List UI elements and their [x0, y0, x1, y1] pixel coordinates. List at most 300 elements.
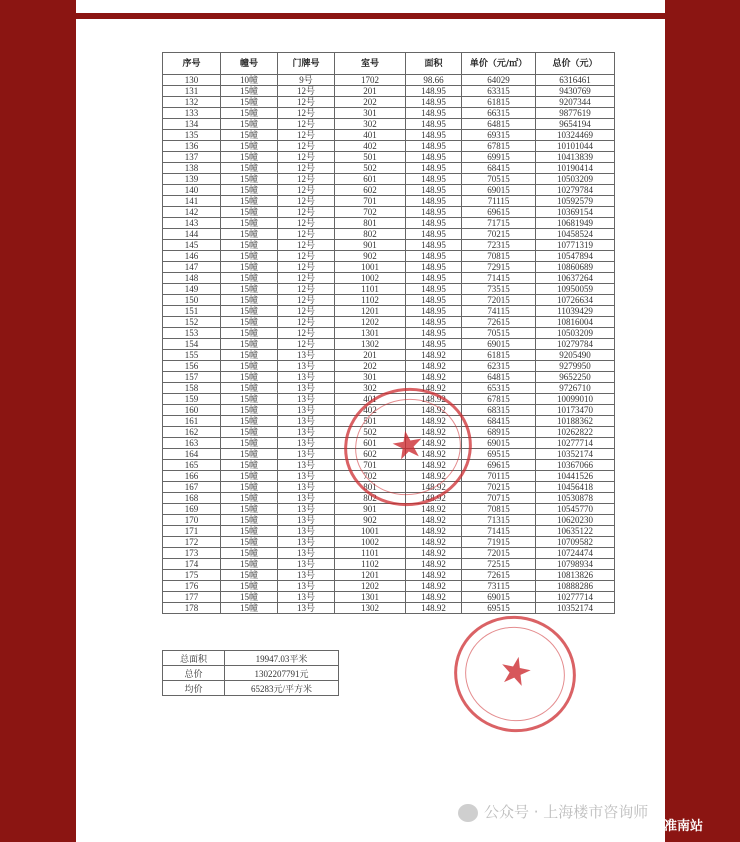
table-row	[163, 559, 615, 570]
cell-door-number: 12号	[278, 251, 335, 262]
cell-serial: 133	[163, 108, 221, 119]
cell-unit-price: 69015	[462, 592, 536, 603]
cell-unit-price: 66315	[462, 108, 536, 119]
cell-unit-price: 68915	[462, 427, 536, 438]
cell-door-number: 13号	[278, 570, 335, 581]
cell-serial: 130	[163, 75, 221, 86]
cell-total-price: 10771319	[536, 240, 615, 251]
table-row	[163, 240, 615, 251]
cell-door-number: 13号	[278, 548, 335, 559]
cell-door-number: 12号	[278, 119, 335, 130]
cell-unit-price: 72015	[462, 295, 536, 306]
cell-area: 148.95	[406, 141, 462, 152]
cell-building: 15幢	[221, 372, 278, 383]
cell-building: 15幢	[221, 196, 278, 207]
summary-value: 65283元/平方米	[225, 681, 339, 696]
cell-area: 98.66	[406, 75, 462, 86]
cell-serial: 159	[163, 394, 221, 405]
cell-unit-price: 64815	[462, 372, 536, 383]
cell-building: 15幢	[221, 185, 278, 196]
cell-door-number: 13号	[278, 372, 335, 383]
cell-total-price: 10367066	[536, 460, 615, 471]
cell-serial: 165	[163, 460, 221, 471]
cell-room-number: 302	[335, 383, 406, 394]
cell-total-price: 10277714	[536, 592, 615, 603]
cell-serial: 148	[163, 273, 221, 284]
cell-unit-price: 64815	[462, 119, 536, 130]
cell-total-price: 10279784	[536, 185, 615, 196]
table-row	[163, 119, 615, 130]
cell-total-price: 10798934	[536, 559, 615, 570]
cell-unit-price: 69515	[462, 449, 536, 460]
header-total-price: 总价（元）	[536, 53, 615, 75]
cell-total-price: 10592579	[536, 196, 615, 207]
cell-area: 148.95	[406, 262, 462, 273]
cell-total-price: 10456418	[536, 482, 615, 493]
cell-serial: 171	[163, 526, 221, 537]
cell-area: 148.92	[406, 449, 462, 460]
cell-building: 15幢	[221, 97, 278, 108]
cell-room-number: 1102	[335, 559, 406, 570]
cell-room-number: 801	[335, 218, 406, 229]
table-row	[163, 251, 615, 262]
cell-area: 148.92	[406, 416, 462, 427]
top-frame-border	[76, 0, 665, 19]
table-row	[163, 108, 615, 119]
cell-building: 15幢	[221, 515, 278, 526]
table-row	[163, 526, 615, 537]
cell-unit-price: 70515	[462, 174, 536, 185]
cell-door-number: 12号	[278, 196, 335, 207]
cell-room-number: 902	[335, 251, 406, 262]
summary-value: 1302207791元	[225, 666, 339, 681]
cell-door-number: 13号	[278, 405, 335, 416]
table-row	[163, 570, 615, 581]
cell-building: 15幢	[221, 350, 278, 361]
cell-unit-price: 70515	[462, 328, 536, 339]
cell-door-number: 12号	[278, 141, 335, 152]
cell-serial: 136	[163, 141, 221, 152]
table-row	[163, 273, 615, 284]
cell-building: 15幢	[221, 526, 278, 537]
cell-building: 15幢	[221, 295, 278, 306]
cell-room-number: 901	[335, 240, 406, 251]
cell-door-number: 12号	[278, 328, 335, 339]
cell-building: 15幢	[221, 394, 278, 405]
cell-serial: 158	[163, 383, 221, 394]
cell-building: 15幢	[221, 306, 278, 317]
cell-serial: 149	[163, 284, 221, 295]
cell-total-price: 9652250	[536, 372, 615, 383]
cell-serial: 131	[163, 86, 221, 97]
cell-serial: 157	[163, 372, 221, 383]
table-row	[163, 152, 615, 163]
cell-room-number: 201	[335, 350, 406, 361]
cell-room-number: 302	[335, 119, 406, 130]
cell-door-number: 13号	[278, 537, 335, 548]
cell-building: 15幢	[221, 416, 278, 427]
cell-room-number: 1301	[335, 328, 406, 339]
cell-area: 148.95	[406, 163, 462, 174]
cell-room-number: 301	[335, 108, 406, 119]
cell-room-number: 601	[335, 438, 406, 449]
cell-door-number: 13号	[278, 361, 335, 372]
cell-door-number: 12号	[278, 306, 335, 317]
cell-room-number: 602	[335, 449, 406, 460]
cell-building: 15幢	[221, 537, 278, 548]
cell-area: 148.92	[406, 394, 462, 405]
table-row	[163, 581, 615, 592]
cell-building: 15幢	[221, 163, 278, 174]
cell-area: 148.95	[406, 284, 462, 295]
cell-serial: 167	[163, 482, 221, 493]
cell-area: 148.92	[406, 427, 462, 438]
cell-room-number: 501	[335, 152, 406, 163]
summary-label: 总面积	[163, 651, 225, 666]
cell-total-price: 10635122	[536, 526, 615, 537]
cell-serial: 147	[163, 262, 221, 273]
cell-unit-price: 72315	[462, 240, 536, 251]
cell-room-number: 202	[335, 361, 406, 372]
cell-unit-price: 69515	[462, 603, 536, 614]
cell-door-number: 13号	[278, 427, 335, 438]
cell-area: 148.92	[406, 350, 462, 361]
cell-door-number: 13号	[278, 603, 335, 614]
table-row	[163, 372, 615, 383]
cell-building: 15幢	[221, 427, 278, 438]
cell-total-price: 10724474	[536, 548, 615, 559]
cell-building: 15幢	[221, 262, 278, 273]
cell-unit-price: 69015	[462, 339, 536, 350]
cell-room-number: 1002	[335, 537, 406, 548]
cell-door-number: 12号	[278, 152, 335, 163]
cell-total-price: 9207344	[536, 97, 615, 108]
cell-area: 148.92	[406, 537, 462, 548]
cell-unit-price: 71915	[462, 537, 536, 548]
cell-unit-price: 68415	[462, 416, 536, 427]
cell-area: 148.95	[406, 108, 462, 119]
header-door-number: 门牌号	[278, 53, 335, 75]
cell-area: 148.92	[406, 372, 462, 383]
cell-door-number: 13号	[278, 504, 335, 515]
table-row	[163, 218, 615, 229]
cell-area: 148.95	[406, 196, 462, 207]
cell-total-price: 9726710	[536, 383, 615, 394]
cell-room-number: 1101	[335, 284, 406, 295]
cell-total-price: 10262822	[536, 427, 615, 438]
cell-door-number: 13号	[278, 471, 335, 482]
cell-total-price: 10458524	[536, 229, 615, 240]
cell-building: 15幢	[221, 240, 278, 251]
cell-area: 148.95	[406, 97, 462, 108]
cell-unit-price: 62315	[462, 361, 536, 372]
table-row	[163, 163, 615, 174]
cell-area: 148.95	[406, 119, 462, 130]
cell-total-price: 10173470	[536, 405, 615, 416]
cell-area: 148.92	[406, 526, 462, 537]
cell-total-price: 10888286	[536, 581, 615, 592]
cell-room-number: 901	[335, 504, 406, 515]
cell-building: 15幢	[221, 504, 278, 515]
cell-area: 148.95	[406, 306, 462, 317]
cell-room-number: 1201	[335, 570, 406, 581]
cell-room-number: 1702	[335, 75, 406, 86]
cell-room-number: 502	[335, 427, 406, 438]
wechat-icon	[458, 804, 478, 822]
cell-room-number: 1201	[335, 306, 406, 317]
cell-serial: 138	[163, 163, 221, 174]
table-row	[163, 262, 615, 273]
cell-unit-price: 72515	[462, 559, 536, 570]
cell-total-price: 10950059	[536, 284, 615, 295]
cell-unit-price: 71715	[462, 218, 536, 229]
cell-total-price: 10099010	[536, 394, 615, 405]
cell-serial: 155	[163, 350, 221, 361]
cell-area: 148.92	[406, 460, 462, 471]
cell-unit-price: 70215	[462, 482, 536, 493]
cell-unit-price: 73515	[462, 284, 536, 295]
cell-room-number: 1001	[335, 262, 406, 273]
cell-door-number: 13号	[278, 526, 335, 537]
cell-building: 15幢	[221, 405, 278, 416]
header-unit-price: 单价（元/㎡）	[462, 53, 536, 75]
table-row	[163, 537, 615, 548]
price-list-table	[162, 52, 615, 614]
cell-door-number: 12号	[278, 229, 335, 240]
watermark-text: 公众号 · 上海楼市咨询师	[484, 803, 649, 821]
header-area: 面积	[406, 53, 462, 75]
cell-total-price: 10637264	[536, 273, 615, 284]
cell-serial: 168	[163, 493, 221, 504]
cell-total-price: 10352174	[536, 603, 615, 614]
table-row	[163, 97, 615, 108]
table-row	[163, 603, 615, 614]
cell-area: 148.92	[406, 482, 462, 493]
summary-row	[163, 681, 339, 696]
cell-room-number: 1101	[335, 548, 406, 559]
cell-building: 15幢	[221, 559, 278, 570]
cell-serial: 145	[163, 240, 221, 251]
cell-room-number: 802	[335, 229, 406, 240]
cell-area: 148.95	[406, 152, 462, 163]
cell-unit-price: 70215	[462, 229, 536, 240]
cell-serial: 143	[163, 218, 221, 229]
cell-total-price: 10324469	[536, 130, 615, 141]
cell-serial: 160	[163, 405, 221, 416]
table-row	[163, 350, 615, 361]
cell-total-price: 11039429	[536, 306, 615, 317]
cell-building: 15幢	[221, 471, 278, 482]
cell-area: 148.95	[406, 273, 462, 284]
cell-total-price: 10441526	[536, 471, 615, 482]
header-room-number: 室号	[335, 53, 406, 75]
cell-total-price: 10101044	[536, 141, 615, 152]
cell-room-number: 702	[335, 207, 406, 218]
cell-door-number: 13号	[278, 460, 335, 471]
cell-door-number: 13号	[278, 482, 335, 493]
cell-room-number: 1202	[335, 581, 406, 592]
cell-serial: 156	[163, 361, 221, 372]
cell-serial: 175	[163, 570, 221, 581]
cell-total-price: 10369154	[536, 207, 615, 218]
cell-building: 15幢	[221, 592, 278, 603]
cell-total-price: 10352174	[536, 449, 615, 460]
cell-area: 148.95	[406, 207, 462, 218]
cell-door-number: 12号	[278, 273, 335, 284]
cell-door-number: 12号	[278, 339, 335, 350]
cell-area: 148.92	[406, 592, 462, 603]
cell-total-price: 10279784	[536, 339, 615, 350]
cell-door-number: 12号	[278, 163, 335, 174]
table-row	[163, 317, 615, 328]
cell-door-number: 13号	[278, 438, 335, 449]
cell-door-number: 12号	[278, 284, 335, 295]
summary-row	[163, 651, 339, 666]
cell-building: 15幢	[221, 581, 278, 592]
table-body	[163, 75, 615, 614]
cell-serial: 141	[163, 196, 221, 207]
cell-room-number: 1301	[335, 592, 406, 603]
cell-room-number: 501	[335, 416, 406, 427]
cell-total-price: 6316461	[536, 75, 615, 86]
cell-serial: 173	[163, 548, 221, 559]
cell-building: 15幢	[221, 218, 278, 229]
cell-room-number: 201	[335, 86, 406, 97]
cell-area: 148.95	[406, 295, 462, 306]
cell-room-number: 301	[335, 372, 406, 383]
cell-door-number: 13号	[278, 592, 335, 603]
cell-building: 15幢	[221, 449, 278, 460]
cell-door-number: 12号	[278, 218, 335, 229]
cell-total-price: 10813826	[536, 570, 615, 581]
cell-unit-price: 69915	[462, 152, 536, 163]
cell-area: 148.95	[406, 229, 462, 240]
cell-building: 15幢	[221, 361, 278, 372]
cell-total-price: 9205490	[536, 350, 615, 361]
cell-total-price: 9430769	[536, 86, 615, 97]
cell-door-number: 13号	[278, 449, 335, 460]
table-row	[163, 229, 615, 240]
cell-room-number: 902	[335, 515, 406, 526]
cell-unit-price: 70115	[462, 471, 536, 482]
cell-building: 15幢	[221, 493, 278, 504]
table-row	[163, 196, 615, 207]
cell-building: 10幢	[221, 75, 278, 86]
cell-total-price: 10190414	[536, 163, 615, 174]
cell-total-price: 9877619	[536, 108, 615, 119]
cell-room-number: 601	[335, 174, 406, 185]
cell-room-number: 1302	[335, 603, 406, 614]
cell-area: 148.92	[406, 515, 462, 526]
table-row	[163, 130, 615, 141]
cell-total-price: 10547894	[536, 251, 615, 262]
cell-serial: 135	[163, 130, 221, 141]
cell-door-number: 12号	[278, 174, 335, 185]
cell-serial: 150	[163, 295, 221, 306]
cell-room-number: 1102	[335, 295, 406, 306]
cell-serial: 162	[163, 427, 221, 438]
summary-row	[163, 666, 339, 681]
cell-area: 148.92	[406, 581, 462, 592]
cell-door-number: 12号	[278, 207, 335, 218]
table-header-row	[163, 53, 615, 75]
cell-area: 148.95	[406, 86, 462, 97]
cell-unit-price: 68315	[462, 405, 536, 416]
footer-brand: 搜狐号@搜狐焦点准南站	[560, 819, 704, 834]
table-row	[163, 328, 615, 339]
cell-total-price: 10816004	[536, 317, 615, 328]
cell-unit-price: 72615	[462, 570, 536, 581]
table-row	[163, 284, 615, 295]
cell-room-number: 802	[335, 493, 406, 504]
cell-total-price: 10726634	[536, 295, 615, 306]
cell-building: 15幢	[221, 251, 278, 262]
cell-unit-price: 72015	[462, 548, 536, 559]
cell-area: 148.92	[406, 405, 462, 416]
cell-unit-price: 74115	[462, 306, 536, 317]
cell-total-price: 10503209	[536, 174, 615, 185]
summary-table	[162, 650, 339, 696]
cell-serial: 152	[163, 317, 221, 328]
cell-unit-price: 71115	[462, 196, 536, 207]
header-building: 幢号	[221, 53, 278, 75]
cell-area: 148.95	[406, 218, 462, 229]
cell-unit-price: 61815	[462, 350, 536, 361]
cell-door-number: 13号	[278, 383, 335, 394]
cell-area: 148.92	[406, 603, 462, 614]
table-row	[163, 174, 615, 185]
cell-room-number: 1302	[335, 339, 406, 350]
cell-door-number: 13号	[278, 416, 335, 427]
table-row	[163, 339, 615, 350]
cell-building: 15幢	[221, 328, 278, 339]
cell-unit-price: 70815	[462, 504, 536, 515]
cell-unit-price: 70815	[462, 251, 536, 262]
cell-room-number: 602	[335, 185, 406, 196]
cell-serial: 174	[163, 559, 221, 570]
cell-building: 15幢	[221, 119, 278, 130]
table-row	[163, 504, 615, 515]
cell-area: 148.92	[406, 559, 462, 570]
cell-total-price: 9654194	[536, 119, 615, 130]
cell-total-price: 10860689	[536, 262, 615, 273]
cell-area: 148.92	[406, 493, 462, 504]
cell-unit-price: 69315	[462, 130, 536, 141]
cell-door-number: 12号	[278, 295, 335, 306]
cell-building: 15幢	[221, 273, 278, 284]
cell-area: 148.92	[406, 504, 462, 515]
cell-unit-price: 63315	[462, 86, 536, 97]
cell-building: 15幢	[221, 339, 278, 350]
cell-door-number: 12号	[278, 240, 335, 251]
cell-room-number: 801	[335, 482, 406, 493]
cell-door-number: 13号	[278, 515, 335, 526]
cell-door-number: 13号	[278, 493, 335, 504]
cell-building: 15幢	[221, 141, 278, 152]
cell-total-price: 10188362	[536, 416, 615, 427]
cell-unit-price: 67815	[462, 141, 536, 152]
cell-total-price: 10503209	[536, 328, 615, 339]
cell-room-number: 701	[335, 196, 406, 207]
table-row	[163, 515, 615, 526]
cell-room-number: 401	[335, 394, 406, 405]
cell-room-number: 701	[335, 460, 406, 471]
table-row	[163, 592, 615, 603]
cell-serial: 163	[163, 438, 221, 449]
cell-room-number: 1002	[335, 273, 406, 284]
cell-building: 15幢	[221, 207, 278, 218]
cell-unit-price: 65315	[462, 383, 536, 394]
